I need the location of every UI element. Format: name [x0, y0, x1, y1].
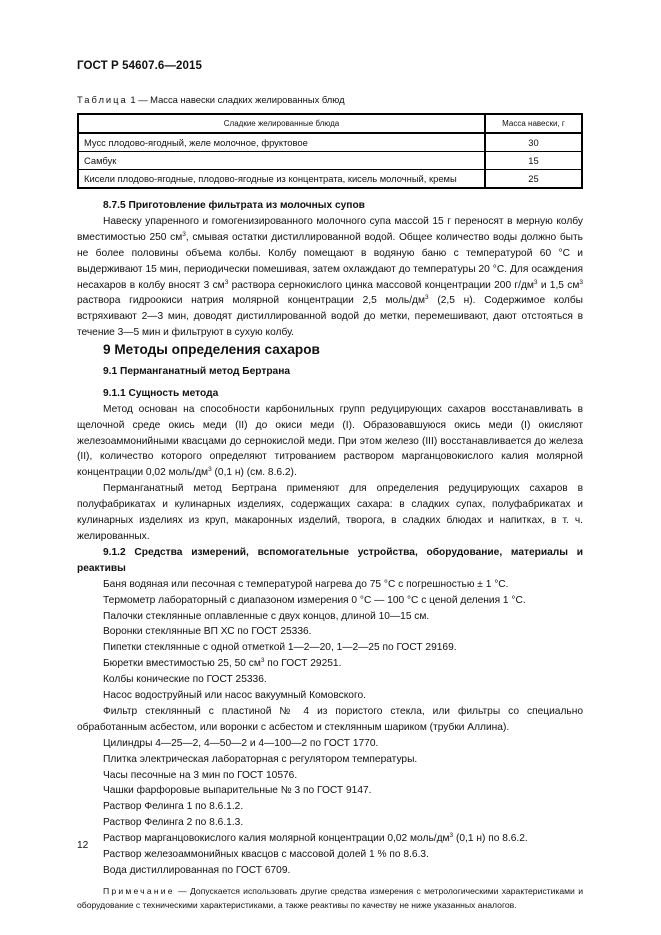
list-item: Часы песочные на 3 мин по ГОСТ 10576. — [103, 769, 298, 781]
note-text: — Допускается использовать другие средства измерения с метрологическими характеристиками и оборудование с техническими характеристиками, а также реактивы по качеству не ниже указанных аналогов. — [77, 885, 583, 910]
text-run: раствора гидроокиси натрия молярной концентрации 2,5 моль/дм — [77, 295, 425, 307]
list-item: Чашки фарфоровые выпарительные № 3 по ГОСТ 9147. — [103, 785, 372, 797]
list-item: Пипетки стеклянные с одной отметкой 1—2—20, 1—2—25 по ГОСТ 29169. — [103, 642, 457, 654]
note — [77, 885, 583, 912]
column-header-mass: Масса навески, г — [485, 114, 582, 133]
list-item: Колбы конические по ГОСТ 25336. — [103, 674, 267, 686]
superscript: 3 — [208, 466, 212, 474]
list-item — [77, 831, 583, 847]
superscript: 3 — [424, 294, 429, 302]
list-item — [77, 656, 583, 672]
text-run: Бюретки вместимостью 25, 50 см — [103, 658, 261, 670]
cell-dish: Кисели плодово-ягодные, плодово-ягодные из концентрата, кисель молочный, кремы — [78, 170, 485, 189]
sweet-dishes-mass-table — [77, 113, 583, 189]
document-id: ГОСТ Р 54607.6—2015 — [77, 60, 202, 72]
list-item: Фильтр стеклянный с пластиной № 4 из пористого стекла, или фильтры со специально обработанным асбестом, или воронки с асбестом и стеклянным шариком (трубки Аллина). — [77, 705, 583, 733]
text-run: (0,1 н) (см. 8.6.2). — [211, 467, 297, 479]
list-item: Плитка электрическая лабораторная с регулятором температуры. — [103, 753, 418, 765]
table-caption-text: 1 — Масса навески сладких желированных блюд — [127, 94, 345, 105]
table-row — [78, 133, 582, 152]
superscript: 3 — [224, 278, 229, 286]
list-item: Раствор Фелинга 1 по 8.6.1.2. — [103, 801, 244, 813]
text-run: , смывая остатки дистиллированной водой. Общее количество воды должно быть не более половины объема колбы. Колбу помещают в водяную баню с температурой 60 °С и выдерживают 15 мин, периодически помешивая, затем охлаждают до температуры 20 °С. Для осаждения несахаров в колбу вносят 3 см — [77, 231, 583, 291]
list-item: Насос водоструйный или насос вакуумный Комовского. — [103, 690, 366, 702]
text-run: (2,5 н). Содержимое колбы встряхивают 2—3 мин, доводят дистиллированной водой до метки, перемешивают, дают отстояться в течение 3—5 мин и фильтруют в сухую колбу. — [77, 295, 583, 339]
list-item: Раствор железоаммонийных квасцов с массовой долей 1 % по 8.6.3. — [103, 849, 429, 861]
list-item: Вода дистиллированная по ГОСТ 6709. — [103, 865, 291, 876]
cell-dish: Самбук — [78, 152, 485, 170]
paragraph — [77, 402, 583, 482]
table-header-row — [78, 114, 582, 133]
list-item: Баня водяная или песочная с температурой нагрева до 75 °С с погрешностью ± 1 °С. — [103, 578, 509, 590]
list-item: Раствор Фелинга 2 по 8.6.1.3. — [103, 817, 244, 829]
section-9 — [77, 342, 583, 912]
subsection-heading: 9.1.1 Сущность метода — [103, 387, 219, 399]
superscript: 3 — [449, 832, 454, 840]
table-caption-label: Таблица — [77, 94, 128, 105]
text-run: Метод основан на способности карбонильных групп редуцирующих сахаров восстанавливать в щелочной среде окись меди (II) до окиси меди (I). Образовавшуюся окись меди (I) окисляют железоаммонийными квасцами до сернокислой меди. При этом железо (III) восстанавливается до железа (II), количество которого определяют титрованием раствором марганцовокислого калия молярной концентрации 0,02 моль/дм — [77, 403, 583, 479]
cell-mass: 30 — [485, 133, 582, 152]
list-item: Термометр лабораторный с диапазоном измерения 0 °С — 100 °С с ценой деления 1 °С. — [103, 594, 526, 606]
page-number: 12 — [77, 840, 89, 851]
column-header-dish: Сладкие желированные блюда — [78, 114, 485, 133]
table-row — [78, 152, 582, 170]
superscript: 3 — [579, 278, 583, 286]
list-item: Цилиндры 4—25—2, 4—50—2 и 4—100—2 по ГОСТ 1770. — [103, 737, 379, 749]
paragraph — [77, 214, 583, 341]
cell-mass: 25 — [485, 170, 582, 189]
section-heading: 8.7.5 Приготовление фильтрата из молочных супов — [103, 200, 365, 211]
section-heading: 9.1 Перманганатный метод Бертрана — [103, 365, 291, 377]
text-run: по ГОСТ 29251. — [264, 658, 342, 670]
text-run: Раствор марганцовокислого калия молярной концентрации 0,02 моль/дм — [103, 833, 450, 845]
table-row — [78, 170, 582, 189]
superscript: 3 — [260, 657, 265, 665]
chapter-heading: 9 Методы определения сахаров — [103, 342, 320, 357]
cell-dish: Мусс плодово-ягодный, желе молочное, фруктовое — [78, 133, 485, 152]
text-run: и 1,5 см — [537, 279, 580, 291]
list-item: Палочки стеклянные оплавленные с двух концов, длиной 10—15 см. — [103, 610, 430, 622]
list-item: Воронки стеклянные ВП ХС по ГОСТ 25336. — [103, 626, 312, 638]
text-run: раствора сернокислого цинка массовой концентрации 200 г/дм — [228, 279, 534, 291]
section-8-7-5 — [77, 198, 583, 341]
note-label: Примечание — [103, 885, 175, 896]
table-caption — [77, 94, 345, 105]
superscript: 3 — [182, 230, 186, 238]
text-run: (0,1 н) по 8.6.2. — [453, 833, 528, 845]
subsection-heading: 9.1.2 Средства измерений, вспомогательные устройства, оборудование, материалы и реактивы — [77, 546, 583, 574]
paragraph: Перманганатный метод Бертрана применяют для определения редуцирующих сахаров в полуфабрикатах и кулинарных изделиях, содержащих сахара: в сладких супах, полуфабрикатах и кулинарных изделиях из круп, макаронных изделий, творога, в сладких блюдах и напитках, в т. ч. желированных. — [77, 483, 583, 542]
text-run: Навеску упаренного и гомогенизированного молочного супа массой 15 г переносят в мерную колбу вместимостью 250 см — [77, 215, 583, 243]
cell-mass: 15 — [485, 152, 582, 170]
superscript: 3 — [533, 278, 538, 286]
